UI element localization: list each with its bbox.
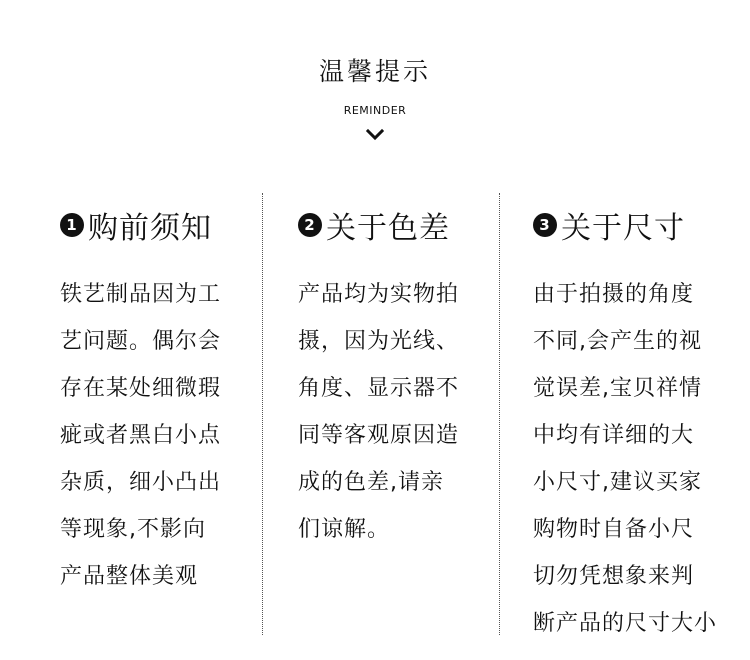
column-heading-text: 购前须知 [88,211,212,246]
page-title: 温馨提示 [318,57,431,86]
body-line: 由于拍摄的角度 [533,282,695,307]
column-body [298,278,459,560]
body-line: 觉误差,宝贝祥情 [533,376,702,401]
body-line: 铁艺制品因为工 [60,282,222,307]
column-body [533,278,717,654]
column-divider-right [499,193,500,635]
body-line: 同等客观原因造 [298,423,460,448]
column-body [60,278,221,607]
body-line: 艺问题。偶尔会 [60,329,222,354]
body-line: 中均有详细的大 [533,423,695,448]
body-line: 小尺寸,建议买家 [533,470,702,495]
body-line: 等现象,不影向 [60,517,206,542]
body-line: 断产品的尺寸大小 [533,611,718,636]
column-heading [533,205,717,245]
number-badge-icon: 3 [533,213,557,237]
body-line: 角度、显示器不 [298,376,460,401]
body-line: 购物时自备小尺 [533,517,695,542]
body-line: 们谅解。 [298,517,391,542]
notice-column-purchase [60,205,221,607]
notice-column-color [298,205,459,560]
body-line: 成的色差,请亲 [298,470,444,495]
page-subtitle: REMINDER [343,104,407,117]
column-heading [298,205,459,245]
body-line: 摄，因为光线、 [298,329,460,354]
body-line: 产品整体美观 [60,564,199,589]
column-heading-text: 关于色差 [326,211,450,246]
column-heading-text: 关于尺寸 [561,211,685,246]
number-badge-icon: 2 [298,213,322,237]
column-heading [60,205,221,245]
column-divider-left [262,193,263,635]
body-line: 切勿凭想象来判 [533,564,695,589]
chevron-down-icon [366,128,384,142]
body-line: 疵或者黑白小点 [60,423,222,448]
body-line: 不同,会产生的视 [533,329,702,354]
notice-column-size [533,205,717,654]
body-line: 杂质，细小凸出 [60,470,222,495]
number-badge-icon: 1 [60,213,84,237]
body-line: 产品均为实物拍 [298,282,460,307]
body-line: 存在某处细微瑕 [60,376,222,401]
